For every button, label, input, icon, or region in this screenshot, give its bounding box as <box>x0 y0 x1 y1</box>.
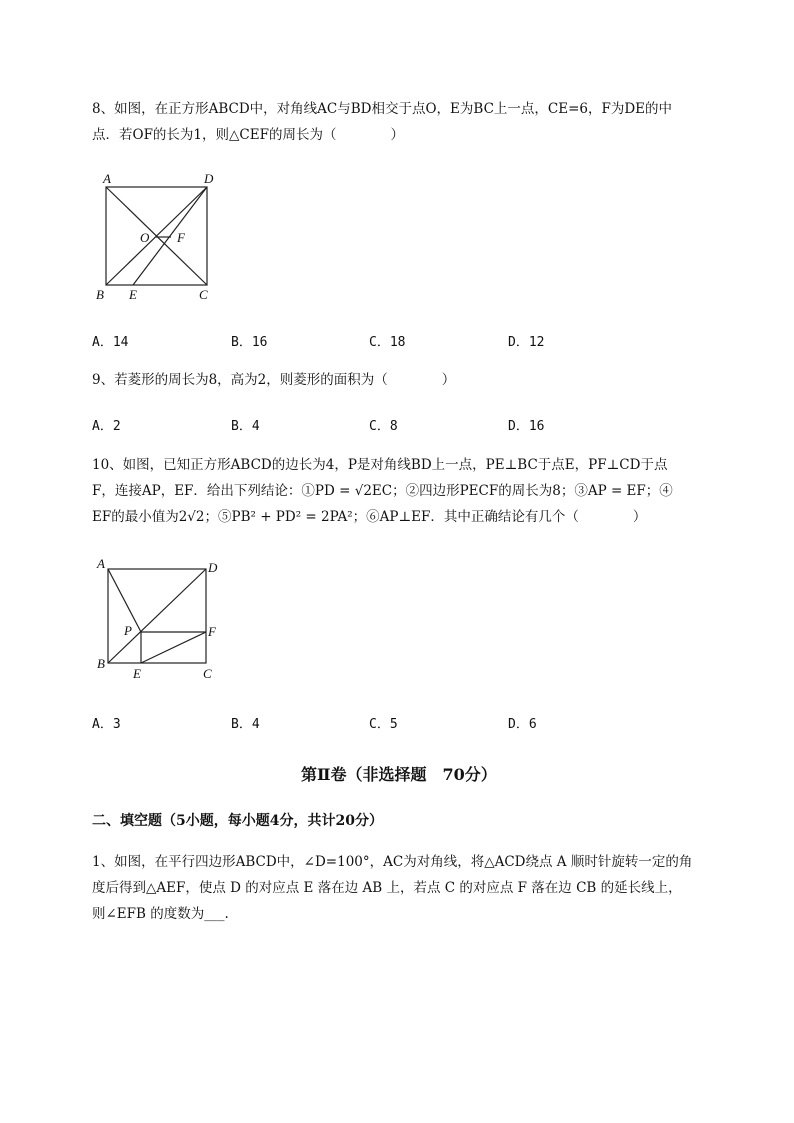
section2-subtitle: 二、填空题（5小题，每小题4分，共计20分） <box>92 813 383 829</box>
q8-label-o: O <box>140 230 150 245</box>
f1-text-line3: 则∠EFB 的度数为___. <box>92 906 229 922</box>
q9-option-d[interactable]: D．16 <box>508 419 545 434</box>
q10-text-line1: 10、如图，已知正方形ABCD的边长为4，P是对角线BD上一点，PE⊥BC于点E，PF⊥CD于点 <box>92 457 668 473</box>
q10-option-b[interactable]: B．4 <box>231 717 260 732</box>
q10-option-a[interactable]: A．3 <box>92 717 121 732</box>
q9-option-b[interactable]: B．4 <box>231 419 260 434</box>
q10-label-b: B <box>97 656 105 671</box>
q9-option-c[interactable]: C．8 <box>369 419 398 434</box>
section2-title: 第Ⅱ卷（非选择题 70分） <box>301 765 497 784</box>
q8-label-f: F <box>177 230 185 245</box>
q8-label-c: C <box>199 287 208 302</box>
q10-label-d: D <box>208 560 218 575</box>
q10-option-d[interactable]: D．6 <box>508 717 537 732</box>
q10-label-a: A <box>97 556 105 571</box>
q8-option-b[interactable]: B．16 <box>231 335 268 350</box>
q8-option-a[interactable]: A．14 <box>92 335 129 350</box>
q8-label-b: B <box>96 287 104 302</box>
q8-option-c[interactable]: C．18 <box>369 335 406 350</box>
f1-text-line1: 1、如图，在平行四边形ABCD中，∠D=100°，AC为对角线，将△ACD绕点 A 顺时针旋转一定的角 <box>92 854 693 870</box>
q8-label-a: A <box>103 171 111 186</box>
q10-text-line3: EF的最小值为2√2；⑤PB² + PD² = 2PA²；⑥AP⊥EF．其中正确结论有几个（ ） <box>92 509 647 525</box>
q9-text: 9、若菱形的周长为8，高为2，则菱形的面积为（ ） <box>92 372 456 388</box>
q10-text-line2: F，连接AP，EF．给出下列结论：①PD = √2EC；②四边形PECF的周长为8；③AP = EF；④ <box>92 483 673 499</box>
q8-label-e: E <box>129 287 137 302</box>
q10-label-c: C <box>203 666 212 681</box>
q10-option-c[interactable]: C．5 <box>369 717 398 732</box>
q8-label-d: D <box>204 171 214 186</box>
q10-label-p: P <box>124 623 132 638</box>
q10-label-e: E <box>133 666 141 681</box>
f1-text-line2: 度后得到△AEF，使点 D 的对应点 E 落在边 AB 上，若点 C 的对应点 F 落在边 CB 的延长线上， <box>92 880 682 896</box>
q9-option-a[interactable]: A．2 <box>92 419 121 434</box>
q8-text-line2: 点．若OF的长为1，则△CEF的周长为（ ） <box>92 127 404 143</box>
q10-label-f: F <box>208 624 216 639</box>
q8-option-d[interactable]: D．12 <box>508 335 545 350</box>
q8-text-line1: 8、如图，在正方形ABCD中，对角线AC与BD相交于点O，E为BC上一点，CE=6，F为DE的中 <box>92 101 673 117</box>
